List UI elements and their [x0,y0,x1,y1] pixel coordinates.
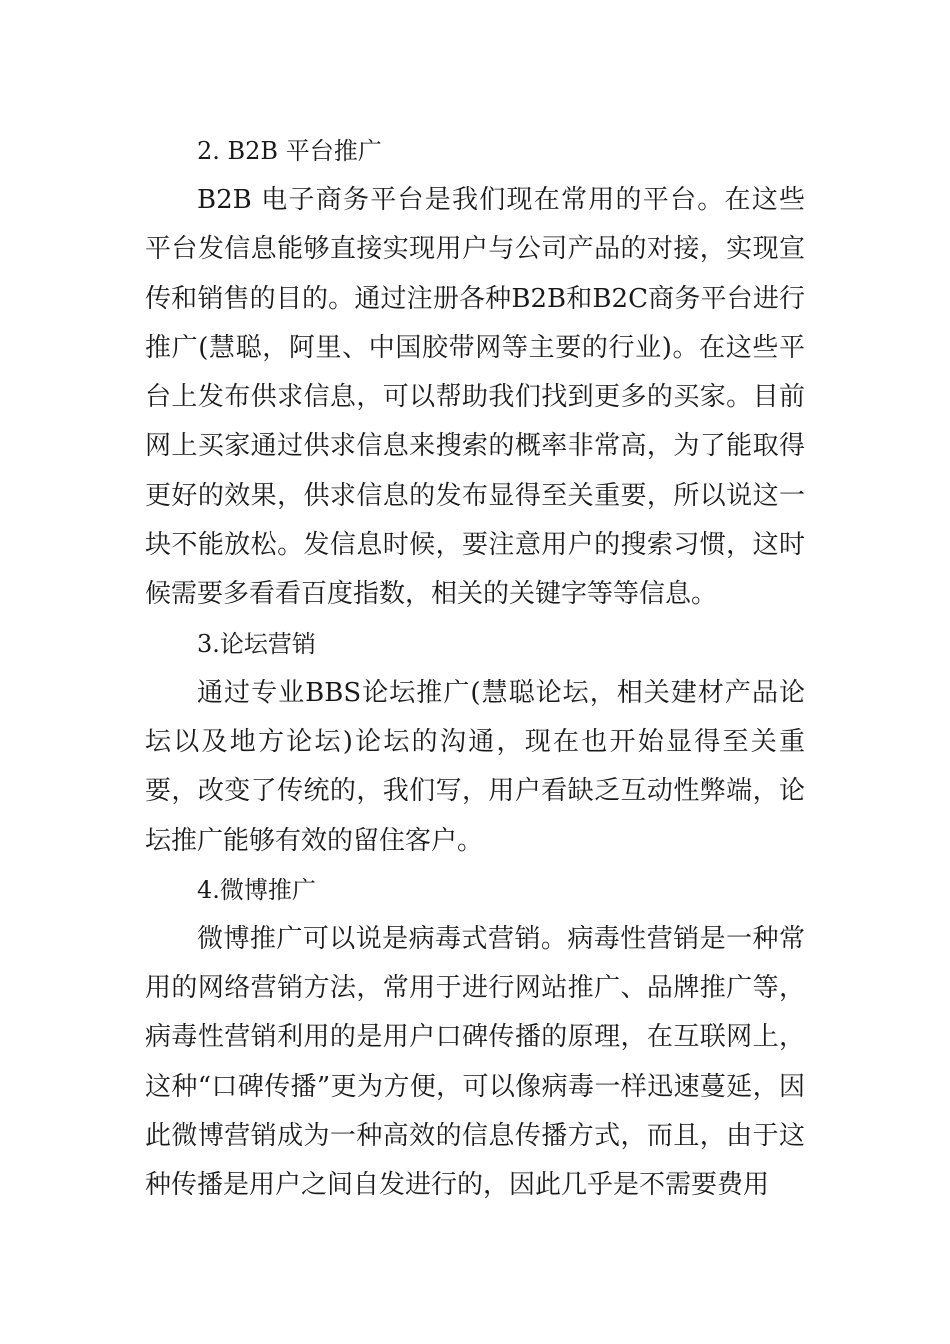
section-heading-forum: 3.论坛营销 [197,629,316,658]
section-paragraph-b2b: B2B 电子商务平台是我们现在常用的平台。在这些平台发信息能够直接实现用户与公司产品的对接，实现宣传和销售的目的。通过注册各种B2B和B2C商务平台进行推广(慧聪，阿里、中国胶带网等主要的行业)。在这些平台上发布供求信息，可以帮助我们找到更多的买家。目前网上买家通过供求信息来搜索的概率非常高，为了能取得更好的效果，供求信息的发布显得至关重要，所以说这一块不能放松。发信息时候，要注意用户的搜索习惯，这时候需要多看看百度指数，相关的关键字等等信息。 [145,185,805,610]
section-paragraph-weibo: 微博推广可以说是病毒式营销。病毒性营销是一种常用的网络营销方法，常用于进行网站推广、品牌推广等，病毒性营销利用的是用户口碑传播的原理，在互联网上，这种“口碑传播”更为方便，可以像病毒一样迅速蔓延，因此微博营销成为一种高效的信息传播方式，而且，由于这种传播是用户之间自发进行的，因此几乎是不需要费用 [145,923,805,1201]
section-heading-b2b: 2. B2B 平台推广 [197,137,382,165]
section-paragraph-forum: 通过专业BBS论坛推广(慧聪论坛，相关建材产品论坛以及地方论坛)论坛的沟通，现在也开始显得至关重要，改变了传统的，我们写，用户看缺乏互动性弊端，论坛推广能够有效的留住客户。 [145,677,805,856]
section-heading-weibo: 4.微博推广 [197,875,316,904]
document-body [145,127,805,1211]
